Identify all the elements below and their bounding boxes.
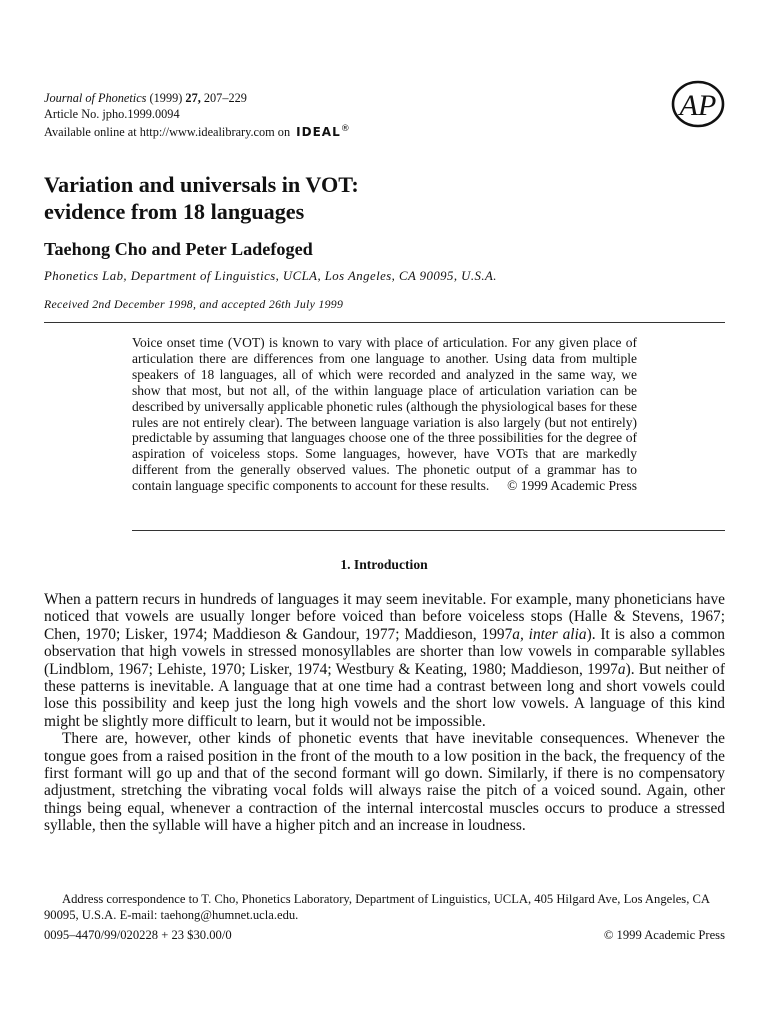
correspondence-address: Address correspondence to T. Cho, Phonetics Laboratory, Department of Linguistics, UCLA, 405 Hilgard Ave, Los Angeles, CA 90095, U.S.A. E-mail: taehong@humnet.ucla.edu. — [44, 892, 710, 922]
title-line-2: evidence from 18 languages — [44, 199, 305, 224]
abstract-text: Voice onset time (VOT) is known to vary with place of articulation. For any given place of articulation there are differences from one language to another. Using data from multiple speakers of 18 languages, all of which were recorded and analyzed in the same way, we show that most, but not all, of the within language place of articulation variation can be described by universally applicable phonetic rules (although the physiological bases for these rules are not entirely clear). The between language variation is also largely (but not entirely) predictable by assuming that languages choose one of the three possibilities for the degree of aspiration of voiceless stops. Some languages, however, have VOTs that are markedly different from the generally observed values. The phonetic output of a grammar has to contain language specific components to account for these results. — [132, 335, 637, 494]
ideal-logo: IDEAL® — [296, 124, 351, 140]
issn-code: 0095–4470/99/020228 + 23 $30.00/0 — [44, 928, 232, 942]
paper-title — [44, 171, 359, 225]
footer-copyright: © 1999 Academic Press — [603, 928, 725, 942]
academic-press-logo — [668, 78, 728, 130]
section-heading: 1. Introduction — [340, 557, 428, 572]
authors: Taehong Cho and Peter Ladefoged — [44, 239, 313, 259]
journal-name: Journal of Phonetics — [44, 91, 147, 105]
svg-text:AP: AP — [679, 89, 717, 122]
journal-year: (1999) — [149, 91, 183, 105]
received-date: Received 2nd December 1998, and accepted 26th July 1999 — [44, 297, 344, 311]
title-line-1: Variation and universals in VOT: — [44, 172, 359, 197]
header-divider — [44, 322, 725, 323]
footnote — [44, 892, 725, 923]
paragraph-1: When a pattern recurs in hundreds of languages it may seem inevitable. For example, many phoneticians have noticed that vowels are usually longer before voiced than before voiceless stops (Halle & Stevens, 1967; Chen, 1970; Lisker, 1974; Maddieson & Gandour, 1977; Maddieson, 1997a, inter alia). It is also a common observation that high vowels in stressed monosyllables are shorter than low vowels in comparable syllables (Lindblom, 1967; Lehiste, 1970; Lisker, 1974; Westbury & Keating, 1980; Maddieson, 1997a). But neither of these patterns is inevitable. A language that at one time had a contrast between long and short vowels could lose this possibility and keep just the long high vowels and the short low vowels. A language of this kind might be slightly more difficult to learn, but it would not be impossible. — [44, 591, 725, 730]
available-online-text[interactable]: Available online at http://www.idealibrary.com on — [44, 125, 291, 140]
journal-citation — [44, 91, 351, 107]
journal-header — [44, 91, 351, 141]
paragraph-2: There are, however, other kinds of phonetic events that have inevitable consequences. Whenever the tongue goes from a raised position in the front of the mouth to a low position in the back, the frequency of the first formant will go up and that of the second formant will go down. Similarly, if there is no compensatory adjustment, stretching the vibrating vocal folds will always raise the pitch of a voiced sound. Again, other things being equal, whenever a contraction of the internal intercostal muscles occurs to produce a stressed syllable, then the syllable will have a higher pitch and an increase in loudness. — [44, 730, 725, 835]
availability-line — [44, 122, 351, 141]
abstract-copyright: © 1999 Academic Press — [507, 478, 637, 494]
abstract-divider — [132, 530, 725, 531]
body-text — [44, 591, 725, 835]
abstract — [132, 335, 637, 494]
article-number: Article No. jpho.1999.0094 — [44, 106, 180, 121]
journal-pages: 207–229 — [203, 91, 247, 105]
journal-volume: 27, — [185, 91, 201, 105]
affiliation: Phonetics Lab, Department of Linguistics, UCLA, Los Angeles, CA 90095, U.S.A. — [44, 269, 497, 283]
